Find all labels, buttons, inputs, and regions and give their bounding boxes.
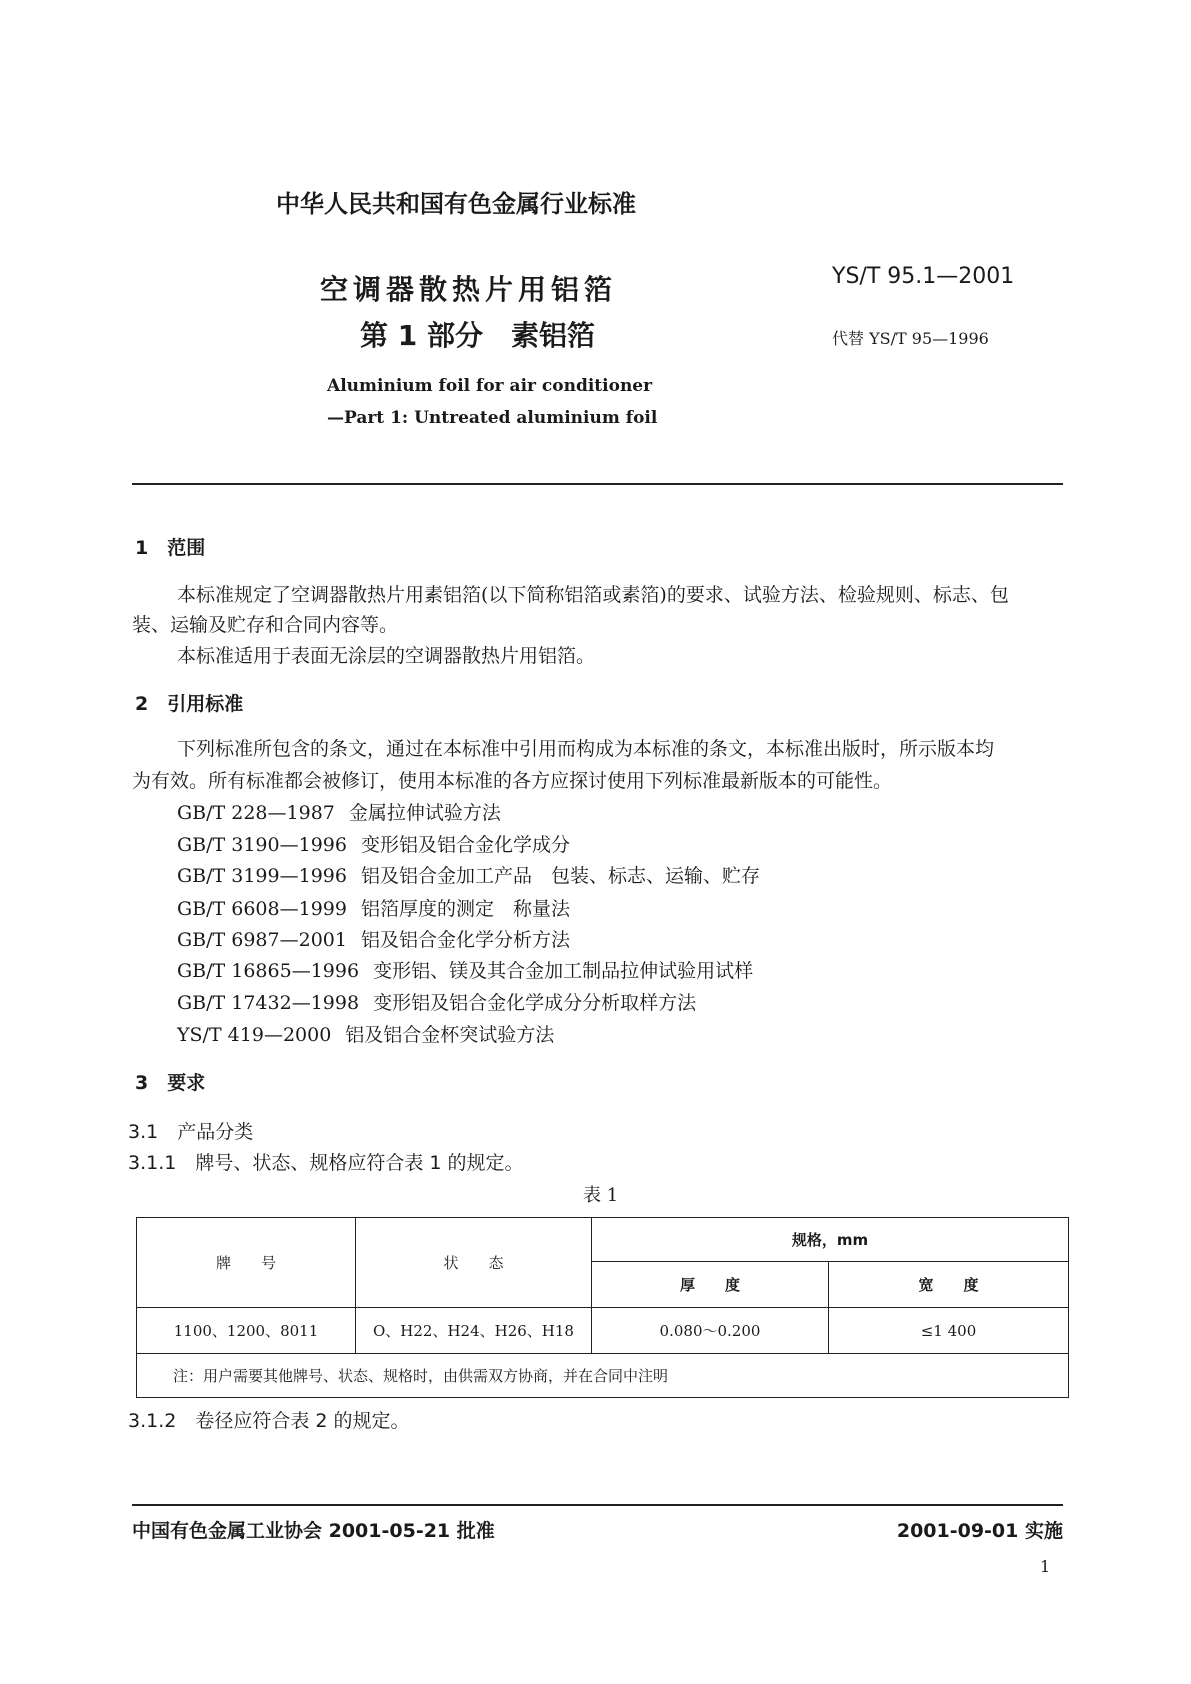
table-row [137,1308,1069,1354]
header-spec: 规格，mm [592,1218,1069,1262]
standard-code: YS/T 95.1—2001 [832,264,1015,289]
paragraph-line: 为有效。所有标准都会被修订，使用本标准的各方应探讨使用下列标准最新版本的可能性。 [132,770,893,792]
replaces-code: 代替 YS/T 95—1996 [832,329,989,348]
implementation-text: 2001-09-01 实施 [896,1520,1063,1542]
cell-temper: O、H22、H24、H26、H18 [356,1308,592,1354]
reference-title: 铝及铝合金杯突试验方法 [345,1024,555,1046]
title-en-line2: —Part 1: Untreated aluminium foil [327,408,658,428]
cell-width: ≤1 400 [829,1308,1069,1354]
reference-item [177,899,570,919]
title-cn-line1: 空调器散热片用铝箔 [320,273,618,306]
table-1 [136,1217,1069,1398]
reference-item [177,930,570,950]
footer-divider [132,1504,1063,1506]
reference-item [177,866,760,886]
table-note: 注：用户需要其他牌号、状态、规格时，由供需双方协商，并在合同中注明 [137,1354,1069,1398]
paragraph-line: 下列标准所包含的条文，通过在本标准中引用而构成为本标准的条文，本标准出版时，所示版本均 [177,738,995,760]
reference-code: GB/T 228—1987 [177,802,335,824]
title-en-line1: Aluminium foil for air conditioner [327,376,653,396]
reference-title: 铝及铝合金加工产品 包装、标志、运输、贮存 [360,865,760,887]
reference-code: GB/T 6987—2001 [177,929,347,951]
header-temper: 状 态 [356,1218,592,1308]
reference-code: GB/T 3199—1996 [177,865,347,887]
industry-title: 中华人民共和国有色金属行业标准 [276,190,636,218]
paragraph-line: 本标准规定了空调器散热片用素铝箔(以下简称铝箔或素箔)的要求、试验方法、检验规则、标志、包 [177,584,1009,606]
header-divider [132,483,1063,485]
paragraph-line: 装、运输及贮存和合同内容等。 [132,614,399,636]
header-thickness: 厚 度 [592,1262,829,1308]
title-cn-line2: 第 1 部分 素铝箔 [360,319,595,352]
section-3-1-1: 3.1.1 牌号、状态、规格应符合表 1 的规定。 [128,1152,524,1174]
reference-code: YS/T 419—2000 [177,1024,332,1046]
reference-item [177,993,696,1013]
header-grade: 牌 号 [137,1218,356,1308]
cell-grade: 1100、1200、8011 [137,1308,356,1354]
cell-thickness: 0.080～0.200 [592,1308,829,1354]
reference-code: GB/T 16865—1996 [177,960,360,982]
reference-title: 金属拉伸试验方法 [348,802,501,824]
reference-item [177,803,501,823]
reference-item [177,835,570,855]
paragraph-line: 本标准适用于表面无涂层的空调器散热片用铝箔。 [177,645,596,667]
reference-item [177,961,753,981]
approval-text: 中国有色金属工业协会 2001-05-21 批准 [132,1520,495,1542]
section-2-heading: 2 引用标准 [135,693,244,715]
reference-code: GB/T 17432—1998 [177,992,360,1014]
section-1-heading: 1 范围 [135,537,206,559]
reference-item [177,1025,554,1045]
reference-title: 变形铝及铝合金化学成分分析取样方法 [373,992,697,1014]
table-1-caption: 表 1 [583,1185,619,1206]
reference-code: GB/T 3190—1996 [177,834,347,856]
section-3-1-heading: 3.1 产品分类 [128,1121,254,1143]
header-width: 宽 度 [829,1262,1069,1308]
reference-title: 铝及铝合金化学分析方法 [360,929,570,951]
reference-title: 变形铝、镁及其合金加工制品拉伸试验用试样 [373,960,754,982]
reference-code: GB/T 6608—1999 [177,898,347,920]
page-number: 1 [1040,1557,1051,1576]
reference-title: 变形铝及铝合金化学成分 [360,834,570,856]
reference-title: 铝箔厚度的测定 称量法 [360,898,570,920]
section-3-1-2: 3.1.2 卷径应符合表 2 的规定。 [128,1410,410,1432]
section-3-heading: 3 要求 [135,1072,206,1094]
